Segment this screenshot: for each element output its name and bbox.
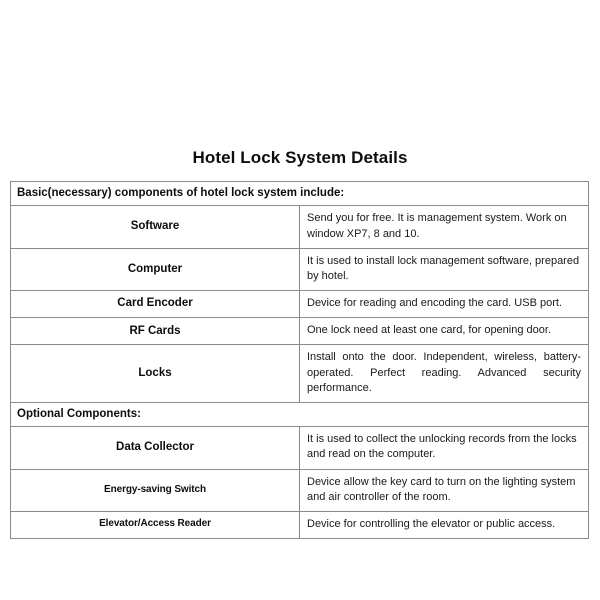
component-description: Install onto the door. Independent, wireless, battery-operated. Perfect reading. Advanced security performance. (300, 345, 589, 403)
table-row (11, 291, 589, 318)
component-label: RF Cards (11, 318, 300, 345)
component-description: Device for reading and encoding the card. USB port. (300, 291, 589, 318)
component-label: Computer (11, 248, 300, 290)
table-row (11, 427, 589, 469)
table-row (11, 469, 589, 511)
table-body (11, 182, 589, 539)
component-label: Data Collector (11, 427, 300, 469)
component-label: Software (11, 206, 300, 248)
table-row (11, 345, 589, 403)
component-description: It is used to collect the unlocking records from the locks and read on the computer. (300, 427, 589, 469)
table-section-header-row (11, 182, 589, 206)
component-label: Elevator/Access Reader (11, 511, 300, 538)
table-row (11, 511, 589, 538)
component-description: It is used to install lock management software, prepared by hotel. (300, 248, 589, 290)
component-description: Device for controlling the elevator or public access. (300, 511, 589, 538)
component-label: Locks (11, 345, 300, 403)
hotel-lock-system-table (10, 181, 589, 539)
component-description: Send you for free. It is management system. Work on window XP7, 8 and 10. (300, 206, 589, 248)
component-label: Energy-saving Switch (11, 469, 300, 511)
component-description: Device allow the key card to turn on the lighting system and air controller of the room. (300, 469, 589, 511)
table-row (11, 248, 589, 290)
section-heading: Optional Components: (11, 402, 589, 426)
component-description: One lock need at least one card, for opening door. (300, 318, 589, 345)
table-row (11, 318, 589, 345)
page-title: Hotel Lock System Details (192, 148, 408, 167)
table-row (11, 206, 589, 248)
component-label: Card Encoder (11, 291, 300, 318)
section-heading: Basic(necessary) components of hotel lock system include: (11, 182, 589, 206)
table-section-header-row (11, 402, 589, 426)
